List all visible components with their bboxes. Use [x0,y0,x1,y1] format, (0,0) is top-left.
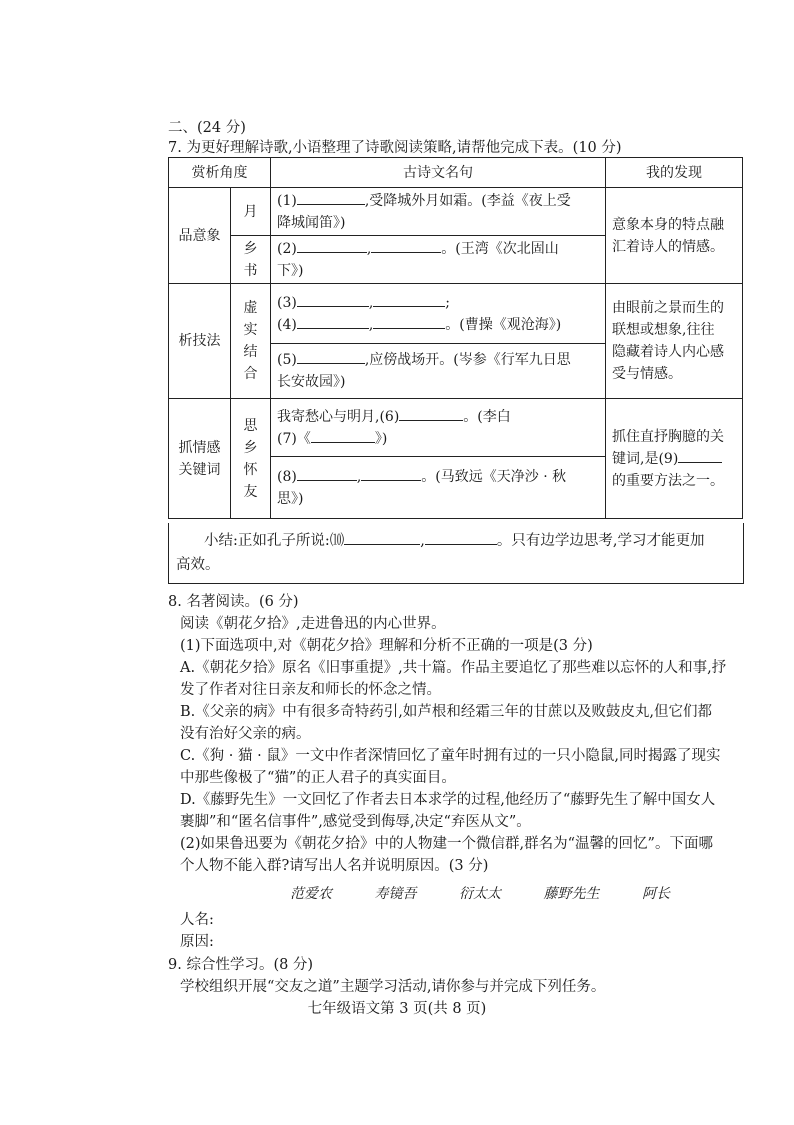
question-7-prompt: 7. 为更好理解诗歌,小语整理了诗歌阅读策略,请帮他完成下表。(10 分) [168,140,622,156]
question-9-intro: 学校组织开展“交友之道”主题学习活动,请你参与并完成下列任务。 [180,979,606,995]
sub-moon: 月 [231,188,271,236]
character-name: 衍太太 [459,886,501,902]
answer-reason-label[interactable]: 原因: [180,934,214,950]
option-a-cont: 发了作者对往日亲友和师长的怀念之情。 [180,682,441,698]
character-name: 范爱农 [290,886,332,902]
question-8-block [0,592,794,922]
blank-5[interactable] [297,349,365,364]
character-name: 藤野先生 [543,886,600,902]
character-name: 寿镜吾 [374,886,417,902]
blank-6[interactable] [399,406,463,421]
category-emotion: 抓情感 关键词 [169,399,231,519]
cell-line-1: (1) ,受降城外月如霜。(李益《夜上受 降城闻笛》) [271,188,606,236]
finding-imagery: 意象本身的特点融 汇着诗人的情感。 [606,188,743,284]
answer-name-label[interactable]: 人名: [180,912,214,928]
blank-1[interactable] [297,190,365,205]
blank-3b[interactable] [373,292,445,307]
question-8-sub2-cont: 个人物不能入群?请写出人名并说明原因。(3 分) [180,858,489,874]
category-imagery: 品意象 [169,188,231,284]
blank-4a[interactable] [297,314,369,329]
option-b-cont: 没有治好父亲的病。 [180,726,311,742]
sub-real-virtual: 虚实 结合 [231,284,271,399]
blank-8a[interactable] [297,466,357,481]
blank-10a[interactable] [344,530,420,545]
question-8-intro: 阅读《朝花夕拾》,走进鲁迅的内心世界。 [180,616,446,632]
option-d-cont: 裹脚”和“匿名信事件”,感觉受到侮辱,决定“弃医从文”。 [180,814,531,830]
option-b[interactable]: B.《父亲的病》中有很多奇特药引,如芦根和经霜三年的甘蔗以及败鼓皮丸,但它们都 [180,704,712,720]
poem-reading-table [168,157,743,519]
finding-technique: 由眼前之景而生的 联想或想象,往往 隐藏着诗人内心感 受与情感。 [606,284,743,399]
question-8-sub1: (1)下面选项中,对《朝花夕拾》理解和分析不正确的一项是(3 分) [180,638,593,654]
option-a[interactable]: A.《朝花夕拾》原名《旧事重提》,共十篇。作品主要追忆了那些难以忘怀的人和事,抒 [180,660,727,676]
sub-letter: 乡书 [231,236,271,284]
header-lines: 古诗文名句 [271,158,606,188]
blank-9[interactable] [678,448,722,463]
blank-3a[interactable] [297,292,369,307]
character-name: 阿长 [642,886,670,902]
cell-line-8: (8) , 。(马致远《天净沙 · 秋 思》) [271,457,606,519]
character-names [290,883,670,903]
cell-line-3-4: (3) , ; (4) , 。(曹操《观沧海》) [271,284,606,344]
sub-homesick: 思乡 怀友 [231,399,271,519]
blank-10b[interactable] [425,530,497,545]
question-8-sub2: (2)如果鲁迅要为《朝花夕拾》中的人物建一个微信群,群名为“温馨的回忆”。下面哪 [180,836,713,852]
header-findings: 我的发现 [606,158,743,188]
cell-line-5: (5) ,应傍战场开。(岑参《行军九日思 长安故园》) [271,344,606,399]
question-8-prompt: 8. 名著阅读。(6 分) [168,594,299,610]
option-c-cont: 中那些像极了“猫”的正人君子的真实面目。 [180,770,456,786]
cell-line-6-7: 我寄愁心与明月,(6) 。(李白 (7)《 》) [271,399,606,457]
cell-line-2: (2) , 。(王湾《次北固山 下》) [271,236,606,284]
header-angle: 赏析角度 [169,158,271,188]
section-heading: 二、(24 分) [168,120,246,136]
question-9-prompt: 9. 综合性学习。(8 分) [168,957,314,973]
blank-2a[interactable] [297,238,367,253]
finding-emotion: 抓住直抒胸臆的关 键词,是(9) 的重要方法之一。 [606,399,743,519]
blank-8b[interactable] [361,466,421,481]
table-summary: 小结:正如孔子所说:⑽ , 。只有边学边思考,学习才能更加 高效。 [168,523,744,584]
blank-4b[interactable] [373,314,445,329]
category-technique: 析技法 [169,284,231,399]
blank-7[interactable] [311,428,375,443]
blank-2b[interactable] [371,238,441,253]
page-footer: 七年级语文第 3 页(共 8 页) [307,1001,487,1017]
option-d[interactable]: D.《藤野先生》一文回忆了作者去日本求学的过程,他经历了“藤野先生了解中国女人 [180,792,716,808]
option-c[interactable]: C.《狗 · 猫 · 鼠》一文中作者深情回忆了童年时拥有过的一只小隐鼠,同时揭露了现实 [180,748,721,764]
